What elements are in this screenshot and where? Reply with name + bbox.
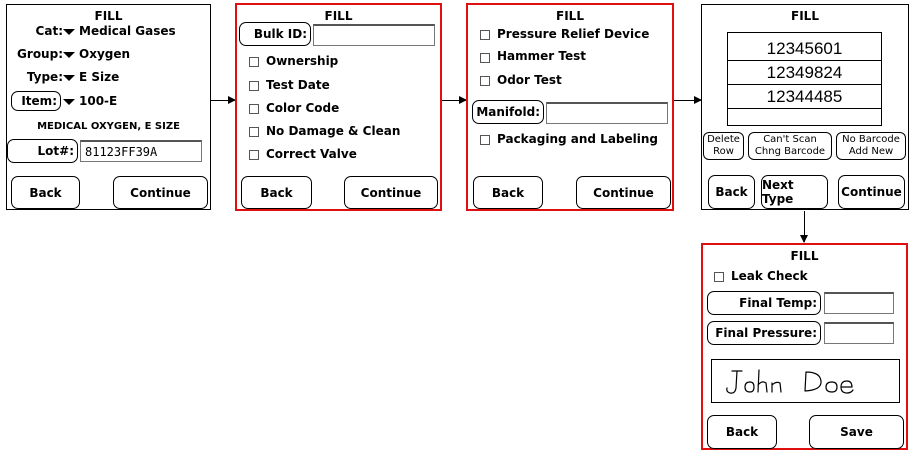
flow-arrow bbox=[804, 211, 805, 242]
group-value: Oxygen bbox=[79, 47, 131, 61]
delete-row-button[interactable] bbox=[703, 132, 744, 160]
cat-label: Cat: bbox=[35, 24, 63, 38]
final-pressure-field[interactable] bbox=[824, 322, 894, 344]
no-barcode-line2: Add New bbox=[848, 146, 894, 157]
screen-title: FILL bbox=[556, 9, 584, 23]
item-value: 100-E bbox=[79, 94, 118, 108]
pressure-relief-checkbox[interactable] bbox=[480, 30, 490, 40]
cat-value: Medical Gases bbox=[79, 24, 176, 38]
color-code-label: Color Code bbox=[266, 101, 340, 115]
test-date-label: Test Date bbox=[266, 78, 330, 92]
back-button[interactable]: Back bbox=[241, 176, 312, 209]
save-button[interactable]: Save bbox=[809, 415, 904, 449]
barcode-row[interactable]: 12345601 bbox=[728, 38, 881, 61]
continue-button[interactable]: Continue bbox=[838, 175, 905, 209]
group-label: Group: bbox=[17, 47, 63, 61]
final-pressure-value bbox=[825, 324, 893, 330]
flow-arrow bbox=[442, 100, 466, 101]
bulk-id-field[interactable] bbox=[313, 24, 435, 46]
barcode-row[interactable]: 12344485 bbox=[728, 86, 881, 109]
correct-valve-label: Correct Valve bbox=[266, 147, 357, 161]
no-damage-label: No Damage & Clean bbox=[266, 124, 401, 138]
flow-arrow bbox=[674, 100, 701, 101]
ownership-label: Ownership bbox=[266, 54, 339, 68]
cant-scan-line2: Chng Barcode bbox=[754, 146, 826, 157]
chevron-down-icon bbox=[63, 29, 75, 35]
chevron-down-icon bbox=[63, 75, 75, 81]
lot-button[interactable]: Lot#: bbox=[7, 139, 78, 163]
leak-check-checkbox[interactable] bbox=[714, 272, 724, 282]
test-date-checkbox[interactable] bbox=[249, 81, 259, 91]
packaging-label: Packaging and Labeling bbox=[497, 132, 659, 146]
screen-title: FILL bbox=[791, 9, 819, 23]
bulk-id-button[interactable]: Bulk ID: bbox=[239, 22, 311, 46]
delete-row-line1: Delete bbox=[707, 134, 740, 145]
signature-drawing bbox=[712, 360, 899, 402]
type-value: E Size bbox=[79, 70, 120, 84]
barcode-row[interactable] bbox=[728, 110, 881, 133]
back-button[interactable]: Back bbox=[707, 415, 777, 449]
cant-scan-line1: Can't Scan bbox=[763, 134, 817, 145]
color-code-checkbox[interactable] bbox=[249, 104, 259, 114]
screen-bulk-checks bbox=[235, 3, 442, 211]
cat-dropdown[interactable] bbox=[63, 24, 176, 38]
final-temp-field[interactable] bbox=[824, 292, 894, 314]
hammer-test-checkbox[interactable] bbox=[480, 53, 490, 63]
barcode-list bbox=[727, 32, 882, 126]
cant-scan-button[interactable] bbox=[748, 132, 832, 160]
manifold-button[interactable]: Manifold: bbox=[472, 100, 544, 124]
lot-field[interactable] bbox=[80, 140, 202, 162]
signature-box[interactable] bbox=[711, 359, 900, 403]
barcode-row[interactable]: 12349824 bbox=[728, 62, 881, 85]
odor-test-checkbox[interactable] bbox=[480, 76, 490, 86]
type-label: Type: bbox=[26, 70, 63, 84]
no-barcode-line1: No Barcode bbox=[842, 134, 900, 145]
flow-arrow bbox=[211, 100, 235, 101]
leak-check-label: Leak Check bbox=[731, 269, 808, 283]
screen-title: FILL bbox=[790, 249, 819, 263]
no-barcode-button[interactable] bbox=[836, 132, 906, 160]
final-pressure-button[interactable]: Final Pressure: bbox=[707, 321, 821, 345]
screen-title: FILL bbox=[94, 9, 123, 23]
odor-test-label: Odor Test bbox=[497, 73, 562, 87]
ownership-checkbox[interactable] bbox=[249, 57, 259, 67]
lot-value: 81123FF39A bbox=[85, 145, 158, 159]
no-damage-checkbox[interactable] bbox=[249, 127, 259, 137]
back-button[interactable]: Back bbox=[708, 175, 755, 209]
item-description: MEDICAL OXYGEN, E SIZE bbox=[37, 121, 180, 132]
item-button[interactable]: Item: bbox=[11, 91, 61, 111]
manifold-value bbox=[547, 104, 667, 110]
final-temp-button[interactable]: Final Temp: bbox=[707, 291, 821, 315]
bulk-id-value bbox=[314, 26, 434, 32]
continue-button[interactable]: Continue bbox=[344, 176, 438, 209]
screen-valve-checks bbox=[466, 3, 674, 211]
group-dropdown[interactable] bbox=[63, 47, 130, 61]
hammer-test-label: Hammer Test bbox=[497, 49, 586, 63]
screen-barcode-list bbox=[701, 4, 909, 210]
manifold-field[interactable] bbox=[546, 102, 668, 124]
chevron-down-icon bbox=[63, 52, 75, 58]
next-type-button[interactable]: Next Type bbox=[761, 175, 828, 209]
continue-button[interactable]: Continue bbox=[113, 176, 208, 209]
screen-final-signature bbox=[701, 243, 908, 450]
correct-valve-checkbox[interactable] bbox=[249, 150, 259, 160]
back-button[interactable]: Back bbox=[11, 176, 80, 209]
item-dropdown[interactable] bbox=[63, 94, 117, 108]
screen-title: FILL bbox=[324, 9, 353, 23]
final-temp-value bbox=[825, 294, 893, 300]
type-dropdown[interactable] bbox=[63, 70, 119, 84]
delete-row-line2: Row bbox=[713, 146, 734, 157]
packaging-checkbox[interactable] bbox=[480, 135, 490, 145]
chevron-down-icon bbox=[63, 99, 75, 105]
pressure-relief-label: Pressure Relief Device bbox=[497, 27, 650, 41]
continue-button[interactable]: Continue bbox=[576, 176, 671, 209]
screen-item-selection bbox=[6, 4, 211, 210]
back-button[interactable]: Back bbox=[473, 176, 543, 209]
